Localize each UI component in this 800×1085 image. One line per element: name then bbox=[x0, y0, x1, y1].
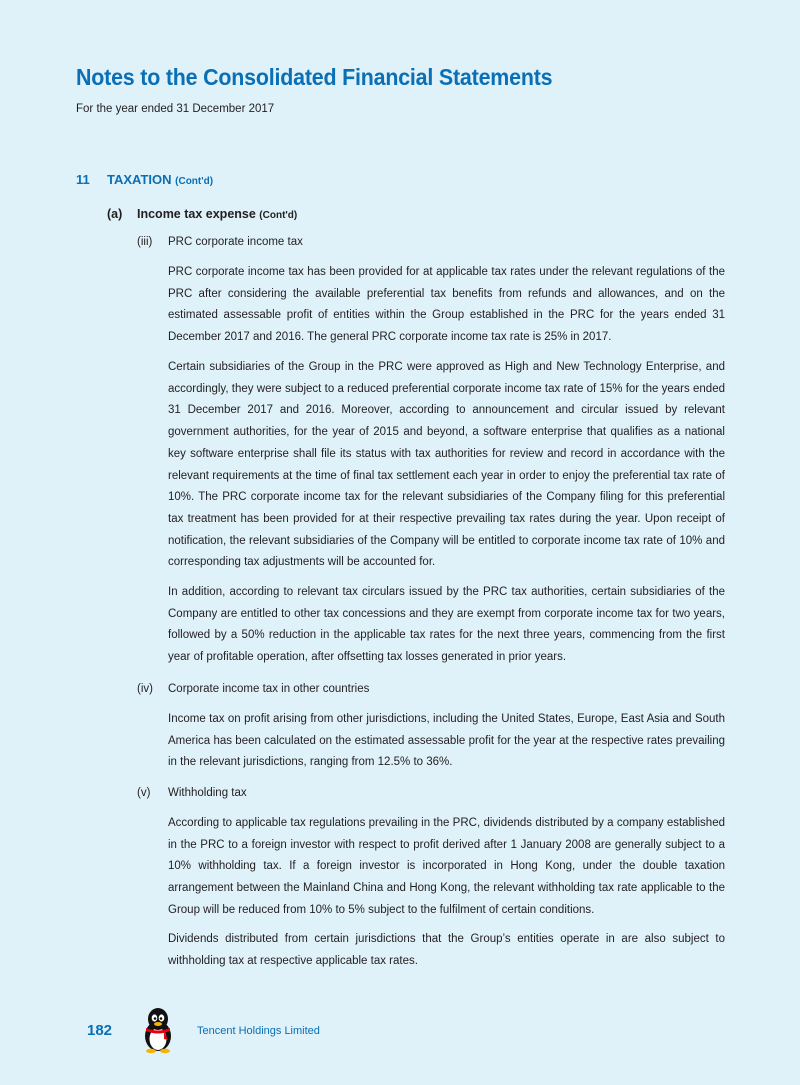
company-name: Tencent Holdings Limited bbox=[197, 1025, 320, 1037]
subsection-title: Income tax expense bbox=[137, 207, 256, 221]
paragraph: Dividends distributed from certain jurisdictions that the Group’s entities operate in are also subject to withholding tax at respective applicable tax rates. bbox=[168, 933, 725, 967]
item-iv-label: (iv) bbox=[137, 683, 153, 695]
subsection-heading bbox=[137, 207, 297, 221]
paragraph: PRC corporate income tax has been provided for at applicable tax rates under the relevant regulations of the PRC after considering the available preferential tax benefits from refunds and allowances, and on the estimated assessable profit of entities within the Group established in the PRC for the years ended 31 December 2017 and 2016. The general PRC corporate income tax rate is 25% in 2017. bbox=[168, 266, 725, 344]
item-v-label: (v) bbox=[137, 787, 151, 799]
penguin-icon bbox=[138, 1006, 178, 1054]
subsection-label: (a) bbox=[107, 207, 123, 221]
section-number: 11 bbox=[76, 172, 90, 187]
subsection-cont: (Cont'd) bbox=[259, 210, 298, 221]
paragraph: Certain subsidiaries of the Group in the PRC were approved as High and New Technology Enterprise, and accordingly, they were subject to a reduced preferential corporate income tax rate of 15% for the years ended 31 December 2017 and 2016. Moreover, according to announcement and circular issued by relevant government authorities, for the year of 2015 and beyond, a software enterprise that qualifies as a national key software enterprise shall file its status with tax authorities for review and record in accordance with the relevant requirements at the time of final tax settlement each year in order to enjoy the preferential tax rate of 10%. The PRC corporate income tax for the relevant subsidiaries of the Company filing for this preferential tax treatment has been provided for at their respective prevailing tax rates during the year. Upon receipt of notification, the relevant subsidiaries of the Company will be entitled to corporate income tax rate of 10% and corresponding tax adjustments will be accounted for. bbox=[168, 361, 725, 569]
section-cont: (Cont'd) bbox=[175, 176, 214, 187]
item-iii-title: PRC corporate income tax bbox=[168, 236, 303, 248]
page-number: 182 bbox=[87, 1022, 113, 1039]
page-title: Notes to the Consolidated Financial Statements bbox=[76, 64, 553, 90]
paragraph: In addition, according to relevant tax circulars issued by the PRC tax authorities, certain subsidiaries of the Company are entitled to other tax concessions and they are exempt from corporate income tax for two years, followed by a 50% reduction in the applicable tax rates for the next three years, commencing from the first year of profitable operation, after offsetting tax losses generated in prior years. bbox=[168, 586, 725, 664]
item-iv-title: Corporate income tax in other countries bbox=[168, 683, 370, 695]
section-title: TAXATION bbox=[107, 172, 172, 187]
item-iii-label: (iii) bbox=[137, 236, 153, 248]
paragraph: According to applicable tax regulations prevailing in the PRC, dividends distributed by a company established in the PRC to a foreign investor with respect to profit derived after 1 January 2008 are generally subject to a 10% withholding tax. If a foreign investor is incorporated in Hong Kong, under the double taxation arrangement between the Mainland China and Hong Kong, the relevant withholding tax rate applicable to the Group will be reduced from 10% to 5% subject to the fulfilment of certain conditions. bbox=[168, 817, 725, 916]
page-subtitle: For the year ended 31 December 2017 bbox=[76, 103, 275, 115]
paragraph: Income tax on profit arising from other jurisdictions, including the United States, Europe, East Asia and South America has been calculated on the estimated assessable profit for the year at the respective rates prevailing in the relevant jurisdictions, ranging from 12.5% to 36%. bbox=[168, 713, 725, 769]
section-heading bbox=[107, 172, 213, 187]
item-v-title: Withholding tax bbox=[168, 787, 247, 799]
